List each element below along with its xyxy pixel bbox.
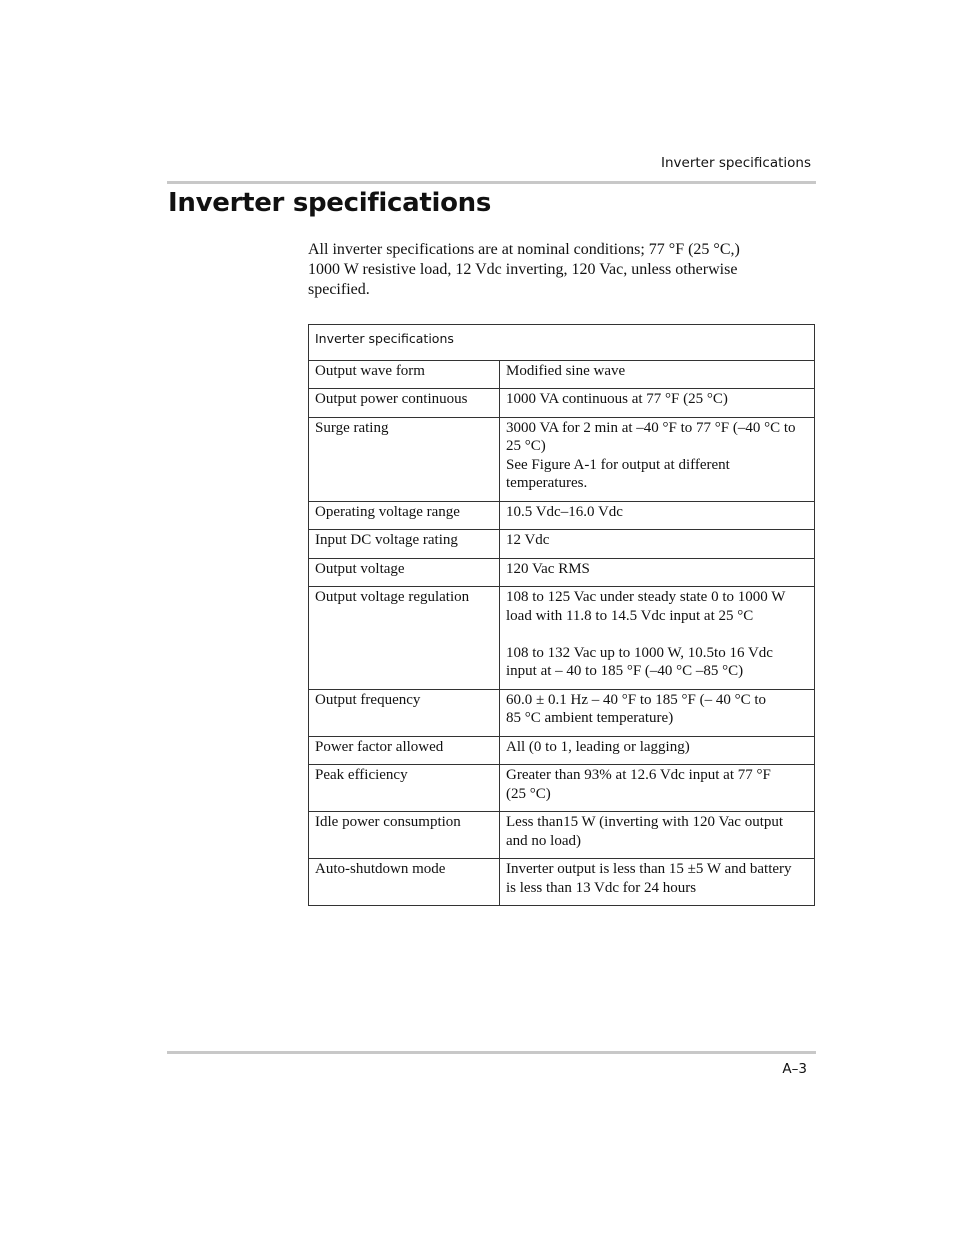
spec-value-line: All (0 to 1, leading or lagging) [506, 738, 690, 755]
spec-value [500, 417, 815, 501]
table-row [309, 530, 815, 559]
spec-value-line: load with 11.8 to 14.5 Vdc input at 25 °C [506, 607, 754, 624]
intro-line: All inverter specifications are at nominal conditions; 77 °F (25 °C,) [308, 241, 740, 258]
spec-label: Idle power consumption [309, 812, 500, 859]
spec-value-line: 108 to 125 Vac under steady state 0 to 1000 W [506, 589, 786, 605]
spec-label: Peak efficiency [309, 765, 500, 812]
page-title: Inverter specifications [168, 188, 492, 218]
spec-value-spacer [506, 625, 808, 644]
spec-label: Power factor allowed [309, 736, 500, 765]
spec-value-line: (25 °C) [506, 785, 551, 802]
table-row [309, 417, 815, 501]
spec-value [500, 558, 815, 587]
intro-paragraph [308, 240, 788, 300]
table-row [309, 360, 815, 389]
spec-value [500, 736, 815, 765]
spec-value-line: 108 to 132 Vac up to 1000 W, 10.5to 16 Vdc [506, 644, 773, 661]
spec-value [500, 530, 815, 559]
table-row [309, 765, 815, 812]
spec-value-line: 25 °C) [506, 438, 546, 454]
spec-value-line: 60.0 ± 0.1 Hz – 40 °F to 185 °F (– 40 °C to [506, 691, 766, 708]
spec-value-line: temperatures. [506, 475, 588, 491]
footer-rule [167, 1051, 816, 1054]
spec-label: Auto-shutdown mode [309, 859, 500, 906]
table-row [309, 812, 815, 859]
spec-value-line: and no load) [506, 832, 581, 849]
spec-label: Output power continuous [309, 389, 500, 418]
spec-value-line: Inverter output is less than 15 ±5 W and battery [506, 861, 792, 877]
spec-value-line: 120 Vac RMS [506, 560, 590, 577]
spec-value-line: 3000 VA for 2 min at –40 °F to 77 °F (–40 °C to [506, 419, 796, 436]
intro-line: specified. [308, 281, 370, 298]
table-row [309, 558, 815, 587]
page-number: A–3 [782, 1061, 807, 1077]
spec-label: Output frequency [309, 689, 500, 736]
spec-value [500, 689, 815, 736]
spec-value-line: Greater than 93% at 12.6 Vdc input at 77 °F [506, 767, 771, 783]
spec-value [500, 765, 815, 812]
spec-table [308, 324, 815, 906]
table-row [309, 587, 815, 690]
table-row [309, 689, 815, 736]
spec-label: Output wave form [309, 360, 500, 389]
spec-value-line: input at – 40 to 185 °F (–40 °C –85 °C) [506, 663, 744, 679]
spec-value-line: 10.5 Vdc–16.0 Vdc [506, 503, 623, 520]
spec-value-line: 12 Vdc [506, 532, 550, 548]
spec-value [500, 389, 815, 418]
spec-value [500, 812, 815, 859]
spec-value-line: is less than 13 Vdc for 24 hours [506, 879, 697, 896]
table-row [309, 859, 815, 906]
spec-label: Operating voltage range [309, 501, 500, 530]
spec-label: Output voltage [309, 558, 500, 587]
spec-label: Output voltage regulation [309, 587, 500, 690]
intro-line: 1000 W resistive load, 12 Vdc inverting, 120 Vac, unless otherwise [308, 261, 738, 278]
spec-value [500, 360, 815, 389]
spec-value-line: 1000 VA continuous at 77 °F (25 °C) [506, 391, 728, 407]
spec-value-line: Modified sine wave [506, 362, 626, 379]
spec-label: Input DC voltage rating [309, 530, 500, 559]
table-caption-row [309, 325, 815, 361]
table-row [309, 501, 815, 530]
spec-value [500, 587, 815, 690]
spec-value-line: 85 °C ambient temperature) [506, 710, 674, 726]
spec-table-body [309, 360, 815, 906]
spec-label: Surge rating [309, 417, 500, 501]
table-caption: Inverter specifications [309, 325, 815, 361]
table-row [309, 389, 815, 418]
spec-value [500, 501, 815, 530]
spec-value-line: See Figure A-1 for output at different [506, 456, 730, 473]
header-rule [167, 181, 816, 184]
table-row [309, 736, 815, 765]
running-header: Inverter specifications [661, 155, 811, 171]
spec-value [500, 859, 815, 906]
spec-value-line: Less than15 W (inverting with 120 Vac output [506, 814, 784, 830]
